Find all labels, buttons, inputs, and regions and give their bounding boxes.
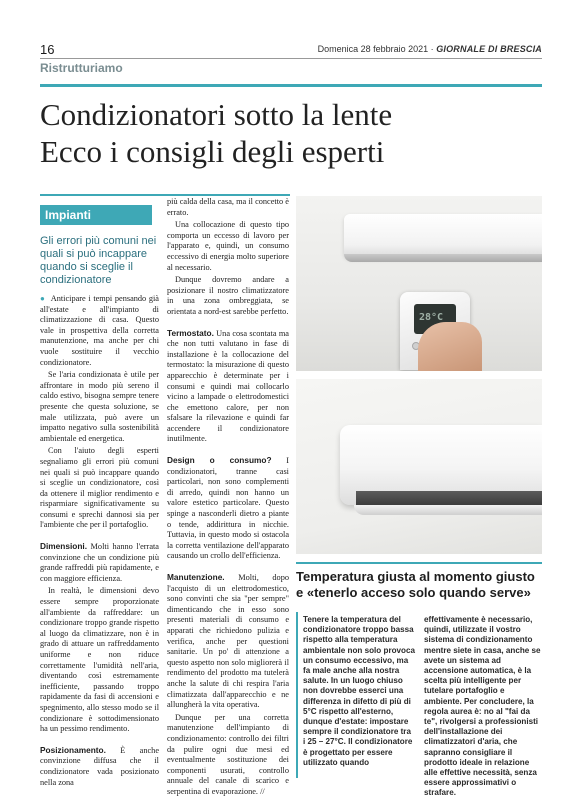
section-name: Ristrutturiamo xyxy=(40,61,123,75)
air-conditioner-unit xyxy=(344,214,542,258)
top-bar xyxy=(40,42,542,58)
sidebar-title xyxy=(296,569,542,601)
accent-rule xyxy=(40,84,542,87)
newspaper-name: GIORNALE DI BRESCIA xyxy=(436,44,542,54)
air-conditioner-vent xyxy=(344,254,542,262)
sidebar-column-left xyxy=(303,615,415,768)
paragraph: Dunque dovremo andare a posizionare il nostro climatizzatore in una zona ombreggiata, se orientata a nord-est sarebbe perfetto. xyxy=(167,275,289,316)
subhead: Dimensioni. xyxy=(40,541,88,552)
hand xyxy=(418,322,482,371)
subhead: Design o consumo? xyxy=(167,455,272,466)
sidebar-title-line-1: Temperatura giusta al momento giusto xyxy=(296,569,535,584)
photo-remote-control xyxy=(296,196,542,371)
summary-deck: Gli errori più comuni nei quali si può incappare quando si sceglie il condizionatore xyxy=(40,235,157,286)
page-number: 16 xyxy=(40,42,55,57)
paragraph: Una collocazione di questo tipo comporta un eccesso di lavoro per l'apparato e, quindi, un consumo eccessivo di energia molto superiore al necessario. xyxy=(167,220,289,272)
paragraph: Termostato. Una cosa scontata ma che non tutti valutano in fase di installazione è la collocazione del termostato: la misurazione di questo apparecchio è determinate per i consumi e quindi mai collocarlo vicino a lampade o elettrodomestici che emettono calore, per non sfalsare la rilevazione e quindi far accendere il condizionatore inutilmente. xyxy=(167,327,289,444)
remote-display-text: 28°C xyxy=(419,312,444,323)
paragraph: Dunque per una corretta manutenzione dell'impianto di condizionamento: controllo dei filtri da pulire ogni due mesi ed eventualmente sostituzione dei componenti usurati, controllo annuale del canale di scarico e serpentina di evaporazione. // xyxy=(167,712,289,796)
sidebar-column-right xyxy=(424,615,542,799)
kicker-label: Impianti xyxy=(40,205,152,225)
headline xyxy=(40,96,542,170)
headline-line-1: Condizionatori sotto la lente xyxy=(40,97,393,132)
air-conditioner-flap xyxy=(354,505,542,515)
sidebar-text: effettivamente è necessario, quindi, utilizzate il vostro sistema di condizionamento mentre siete in casa, anche se avete un sistema ad accensione automatica, è la scelta più intelligente per tutelare portafoglio e ambiente. Per concludere, la regola aurea è: no al "fai da te", rivolgersi a professionisti dell'installazione dei climatizzatori d'aria, che sapranno consigliare il prodotto ideale in relazione alle effettive necessità, senza essere approssimativi o strafare. xyxy=(424,615,541,798)
sidebar-text: Tenere la temperatura del condizionatore troppo bassa rispetto alla temperatura ambientale non solo provoca un consumo eccessivo, ma fa male anche alla nostra salute. In un luogo chiuso non dovrebbe esserci una differenza in difetto di più di 5°C rispetto all'esterno, dunque d'estate: impostare sempre il condizionatore tra i 25 – 27°C. Il condizionatore è progettato per essere utilizzato quando xyxy=(303,615,415,767)
header-rule xyxy=(40,58,542,59)
sidebar-title-line-2: e «tenerlo acceso solo quando serve» xyxy=(296,585,531,600)
photo-air-conditioner xyxy=(296,379,542,554)
headline-line-2: Ecco i consigli degli esperti xyxy=(40,134,385,169)
paragraph: Design o consumo? I condizionatori, tranne casi particolari, non sono complementi di arredo, quindi non hanno un valore estetico particolare. Questo spinge a nasconderli dietro a piante o tende, addirittura in nicchie. Tuttavia, in questo modo si ostacola la corretta ventilazione dell'apparato causando un crollo dell'efficienza. xyxy=(167,455,289,561)
paragraph: più calda della casa, ma il concetto è errato. xyxy=(167,197,289,217)
bullet-icon: ● xyxy=(40,294,46,303)
issue-date: Domenica 28 febbraio 2021 xyxy=(317,44,429,54)
article-column-1 xyxy=(40,294,159,790)
box-top-rule xyxy=(296,562,542,564)
dateline-separator: · xyxy=(430,44,434,54)
subhead: Manutenzione. xyxy=(167,572,225,582)
dateline xyxy=(318,44,542,54)
paragraph: Posizionamento. È anche convinzione diffusa che il condizionatore vada posizionato nella zona xyxy=(40,744,159,787)
paragraph: Se l'aria condizionata è utile per affrontare in modo più sereno il caldo estivo, bisogna sempre tenere presente che questa soluzione, se male utilizzata, può avere un impatto negativo sulla sostenibilità ambientale ed energetica. xyxy=(40,370,159,443)
box-left-rule xyxy=(296,612,298,778)
subhead: Termostato. xyxy=(167,327,214,338)
paragraph: Dimensioni. Molti hanno l'errata convinzione che un condizione più grande raffreddi più rapidamente, e con maggiore efficienza. xyxy=(40,541,159,583)
subhead: Posizionamento. xyxy=(40,744,106,755)
article-top-rule xyxy=(40,194,290,196)
paragraph: In realtà, le dimensioni devo essere sempre proporzionate all'ambiente da raffreddare: un condizionare troppo grande rispetto al luogo da climatizzare, non è in grado di attuare un raffreddamento uniforme e non riduce correttamente l'umidità nell'aria, diventando così estremamente inefficiente, passando troppo rapidamente da fasi di accensioni e spegnimento, allo stesso modo se il condizionare è sottodimensionato ha un pessimo rendimento. xyxy=(40,586,159,734)
paragraph: Con l'aiuto degli esperti segnaliamo gli errori più comuni nei quali si può incappare quando si sceglie un condizionatore, così da ottenere il miglior rendimento e risparmiare significativamente su consumi e sprechi dannosi sia per l'ambiente che per il portafoglio. xyxy=(40,446,159,530)
paragraph: ● Anticipare i tempi pensando già all'estate e all'impianto di climatizzazione di casa. Questo vale in prospettiva della corretta manutenzione, ma anche per chi vuole sostituire il vecchio condizionatore. xyxy=(40,294,159,367)
article-column-2 xyxy=(167,197,289,799)
paragraph: Manutenzione. Molti, dopo l'acquisto di un elettrodomestico, sono convinti che sia "per sempre" dimenticando che in esso sono presenti materiali di consumo e apparati che richiedono pulizia e verifica, anche per questioni sanitarie. Un po' di attenzione a questo aspetto non solo migliorerà il rendimento del prodotto ma tutelerà anche la salute di chi respira l'aria climatizzata dall'apparecchio e ne allungherà la vita operativa. xyxy=(167,572,289,710)
